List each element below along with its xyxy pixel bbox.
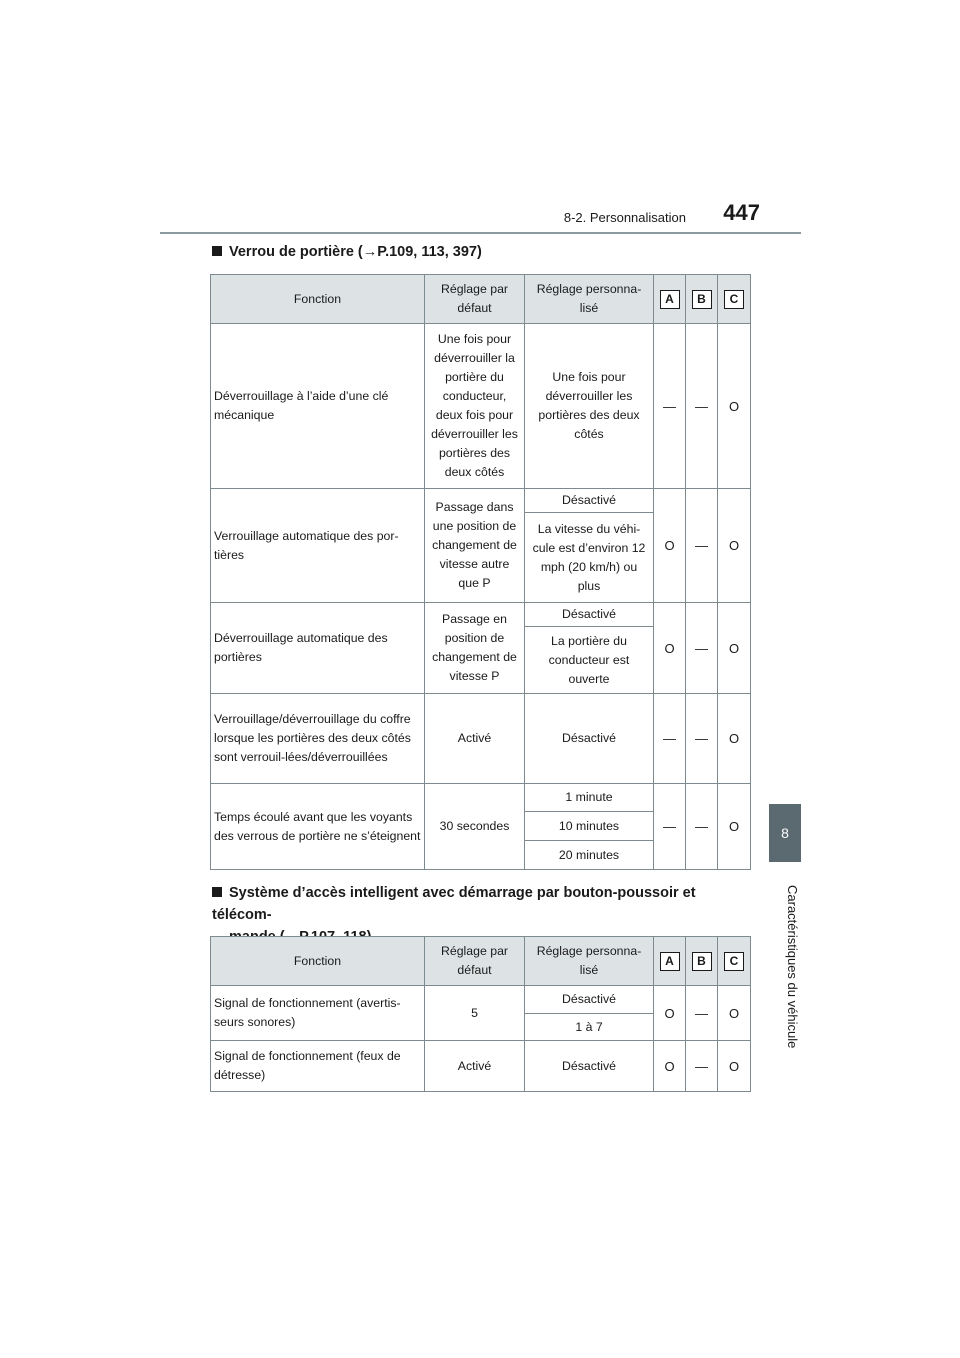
cell-a: O (654, 603, 686, 694)
cell-defaut: Passage dans une position de changement de vitesse autre que P (425, 489, 525, 603)
cell-a: O (654, 489, 686, 603)
chapter-number: 8 (781, 825, 789, 841)
header-c-cell (718, 937, 751, 986)
cell-defaut: Activé (425, 1041, 525, 1092)
cell-b: — (686, 784, 718, 870)
cell-b: — (686, 603, 718, 694)
cell-perso: 1 à 7 (525, 1014, 654, 1041)
cell-perso: 1 minute (525, 784, 654, 812)
cell-fonction: Déverrouillage automatique des portières (211, 603, 425, 694)
heading-text-line1: Système d’accès intelligent avec démarrage par bouton-poussoir et télécom- (212, 885, 696, 923)
header-b: B (692, 952, 712, 971)
header-perso: Réglage personna-lisé (525, 937, 654, 986)
header-a-cell (654, 275, 686, 324)
cell-a: — (654, 694, 686, 784)
cell-defaut: Activé (425, 694, 525, 784)
cell-c: O (718, 986, 751, 1041)
cell-fonction: Verrouillage/déverrouillage du coffre lorsque les portières des deux côtés sont verrouil-lées/déverrouillées (211, 694, 425, 784)
table-header-row (211, 937, 751, 986)
header-b-cell (686, 937, 718, 986)
section-heading-door-lock (212, 241, 482, 263)
cell-perso: Désactivé (525, 489, 654, 513)
cell-b: — (686, 489, 718, 603)
table-header-row (211, 275, 751, 324)
header-perso: Réglage personna-lisé (525, 275, 654, 324)
table-row (211, 603, 751, 627)
header-c: C (724, 290, 744, 309)
table-row (211, 784, 751, 812)
cell-c: O (718, 489, 751, 603)
square-bullet-icon (212, 887, 222, 897)
cell-perso: Désactivé (525, 1041, 654, 1092)
cell-fonction: Temps écoulé avant que les voyants des verrous de portière ne s’éteignent (211, 784, 425, 870)
cell-b: — (686, 986, 718, 1041)
cell-c: O (718, 784, 751, 870)
table-row (211, 1041, 751, 1092)
page-reference: P.109, 113, 397) (377, 244, 482, 260)
header-c-cell (718, 275, 751, 324)
cell-fonction: Verrouillage automatique des por-tières (211, 489, 425, 603)
cell-fonction: Signal de fonctionnement (avertis-seurs sonores) (211, 986, 425, 1041)
square-bullet-icon (212, 246, 222, 256)
cell-c: O (718, 1041, 751, 1092)
table-row (211, 324, 751, 489)
heading-text: Verrou de portière ( (229, 244, 363, 260)
chapter-label: Caractéristiques du véhicule (785, 885, 800, 1049)
header-a: A (660, 952, 680, 971)
header-b-cell (686, 275, 718, 324)
cell-perso: 20 minutes (525, 841, 654, 870)
header-divider (160, 232, 801, 234)
cell-defaut: Passage en position de changement de vitesse P (425, 603, 525, 694)
cell-a: — (654, 324, 686, 489)
cell-defaut: Une fois pour déverrouiller la portière du conducteur, deux fois pour déverrouiller les portières des deux côtés (425, 324, 525, 489)
cell-c: O (718, 603, 751, 694)
cell-a: — (654, 784, 686, 870)
cell-a: O (654, 1041, 686, 1092)
header-b: B (692, 290, 712, 309)
arrow-icon: → (362, 244, 378, 260)
table-row (211, 694, 751, 784)
cell-b: — (686, 1041, 718, 1092)
cell-b: — (686, 694, 718, 784)
cell-perso: Désactivé (525, 603, 654, 627)
cell-defaut: 30 secondes (425, 784, 525, 870)
cell-fonction: Déverrouillage à l’aide d’une clé mécanique (211, 324, 425, 489)
cell-a: O (654, 986, 686, 1041)
header-defaut: Réglage par défaut (425, 937, 525, 986)
smart-access-settings-table (210, 936, 751, 1092)
cell-perso: 10 minutes (525, 812, 654, 841)
cell-perso: Une fois pour déverrouiller les portières des deux côtés (525, 324, 654, 489)
chapter-tab (769, 804, 801, 862)
section-title: 8-2. Personnalisation (563, 210, 686, 225)
header-defaut: Réglage par défaut (425, 275, 525, 324)
header-fonction: Fonction (211, 937, 425, 986)
cell-c: O (718, 324, 751, 489)
header-a-cell (654, 937, 686, 986)
table-row (211, 986, 751, 1014)
table-row (211, 489, 751, 513)
cell-c: O (718, 694, 751, 784)
cell-defaut: 5 (425, 986, 525, 1041)
cell-fonction: Signal de fonctionnement (feux de détresse) (211, 1041, 425, 1092)
header-c: C (724, 952, 744, 971)
header-a: A (660, 290, 680, 309)
cell-b: — (686, 324, 718, 489)
door-lock-settings-table (210, 274, 751, 870)
cell-perso: La vitesse du véhi-cule est d’environ 12 mph (20 km/h) ou plus (525, 513, 654, 603)
cell-perso: Désactivé (525, 986, 654, 1014)
cell-perso: La portière du conducteur est ouverte (525, 627, 654, 694)
cell-perso: Désactivé (525, 694, 654, 784)
header-fonction: Fonction (211, 275, 425, 324)
page-number: 447 (723, 200, 760, 225)
